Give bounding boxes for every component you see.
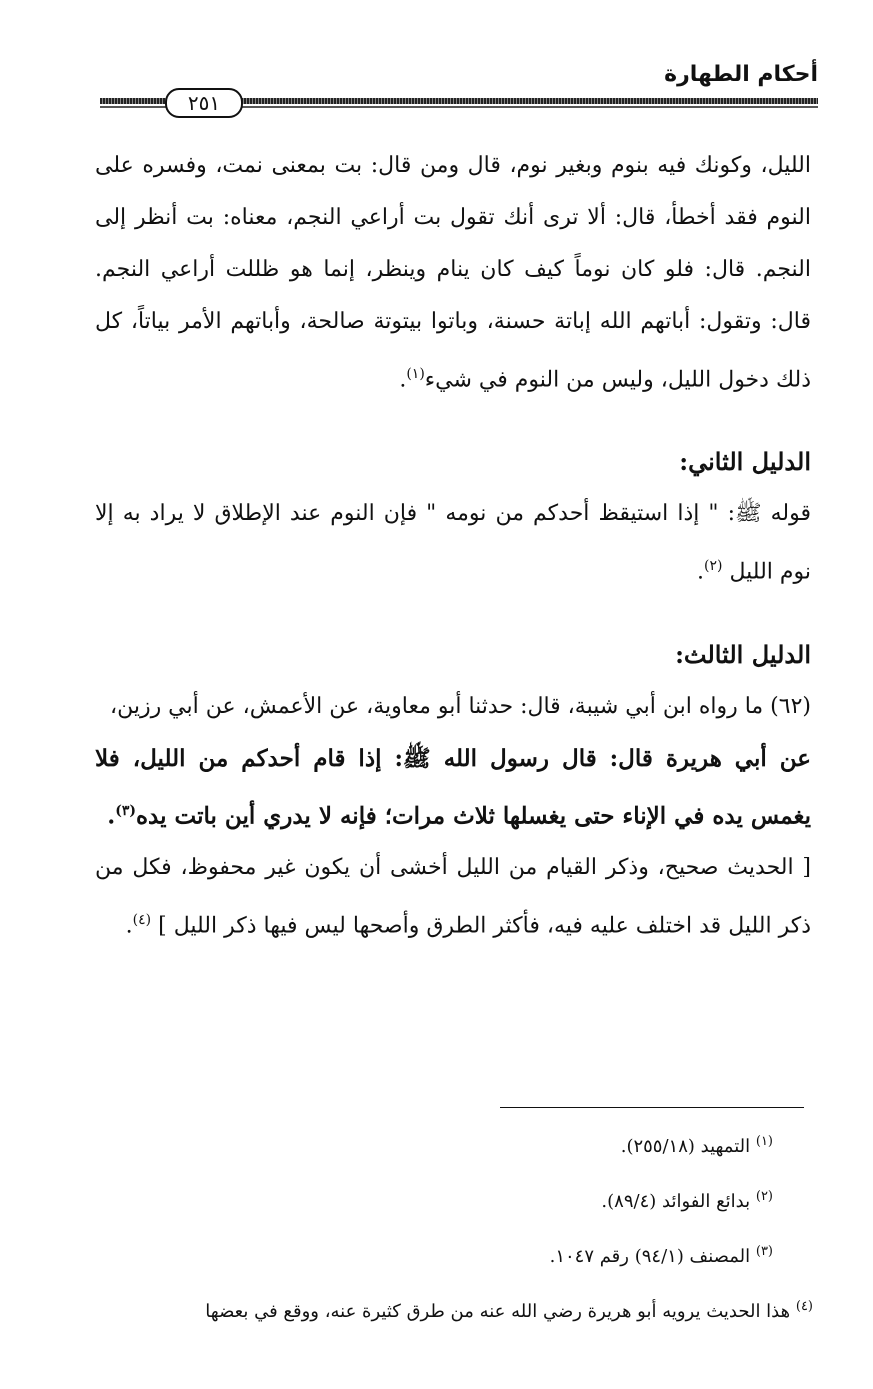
paragraph-1: الليل، وكونك فيه بنوم وبغير نوم، قال ومن قال: بت بمعنى نمت، وفسره على النوم فقد أخطأ، قال: ألا ترى أنك تقول بت أراعي النجم، معناه: بت أنظر إلى النجم. قال: فلو كان نوماً كيف كان ينام وينظر، إنما هو ظللت أراعي النجم. قال: وتقول: أباتهم الله إباتة حسنة، وباتوا بيتوتة صالحة، وأباتهم الأمر بياتاً، كل ذلك دخول الليل، وليس من النوم في شيء$^{(١)}$. xyxy=(95,153,811,393)
footnote-2 xyxy=(55,1172,773,1227)
paragraph-2-text: قوله ﷺ: " إذا استيقظ أحدكم من نومه " فإن النوم عند الإطلاق لا يراد به إلا نوم الليل xyxy=(95,501,811,585)
footnote-ref-3: (٣) xyxy=(115,802,136,819)
footnote-1-text: التمهيد (٢٥٥/١٨). xyxy=(620,1136,751,1157)
footnote-4 xyxy=(55,1282,813,1337)
paragraph-1-text: الليل، وكونك فيه بنوم وبغير نوم، قال ومن قال: بت بمعنى نمت، وفسره على النوم فقد أخطأ، قال: ألا ترى أنك تقول بت أراعي النجم، معناه: بت أنظر إلى النجم. قال: فلو كان نوماً كيف كان ينام وينظر، إنما هو ظللت أراعي النجم. قال: وتقول: أباتهم الله إباتة حسنة، وباتوا بيتوتة صالحة، وأباتهم الأمر بياتاً، كل ذلك دخول الليل، وليس من النوم في شيء xyxy=(95,153,811,393)
footnote-2-number: (٢) xyxy=(755,1189,773,1204)
paragraph-3: (٦٢) ما رواه ابن أبي شيبة، قال: حدثنا أبو معاوية، عن الأعمش، عن أبي رزين، xyxy=(109,693,811,719)
paragraph-2: قوله ﷺ: " إذا استيقظ أحدكم من نومه " فإن النوم عند الإطلاق لا يراد به إلا نوم الليل $^{(٢)}$. xyxy=(95,501,811,585)
heading-second-evidence: الدليل الثاني: xyxy=(679,447,811,477)
footnote-4-text: هذا الحديث يرويه أبو هريرة رضي الله عنه من طرق كثيرة عنه، ووقع في بعضها xyxy=(205,1301,791,1322)
footnote-4-number: (٤) xyxy=(795,1299,813,1314)
footnote-2-text: بدائع الفوائد (٨٩/٤). xyxy=(601,1191,751,1212)
footnote-separator xyxy=(500,1107,804,1108)
heading-third-evidence: الدليل الثالث: xyxy=(675,639,811,669)
footnote-ref-2: (٢) xyxy=(704,558,723,575)
footnote-ref-4: (٤) xyxy=(132,912,152,929)
footnotes xyxy=(55,1117,813,1337)
footnote-1 xyxy=(55,1117,773,1172)
footnote-ref-1: (١) xyxy=(406,366,425,382)
paragraph-4: [ الحديث صحيح، وذكر القيام من الليل أخشى أن يكون غير محفوظ، فكل من ذكر الليل قد اختلف عليه فيه، فأكثر الطرق وأصحها ليس فيها ذكر الليل ] $^{(٤)}$. xyxy=(95,855,811,939)
footnote-3-text: المصنف (٩٤/١) رقم ١٠٤٧. xyxy=(549,1246,751,1267)
footnote-3-number: (٣) xyxy=(755,1244,773,1259)
body-text xyxy=(95,140,811,953)
paragraph-4-text: [ الحديث صحيح، وذكر القيام من الليل أخشى أن يكون غير محفوظ، فكل من ذكر الليل قد اختلف عليه فيه، فأكثر الطرق وأصحها ليس فيها ذكر الليل ] xyxy=(95,855,811,939)
running-header-title: أحكام الطهارة xyxy=(664,62,818,87)
page-number: ٢٥١ xyxy=(165,88,243,118)
hadith-body: عن أبي هريرة قال: قال رسول الله ﷺ: إذا قام أحدكم من الليل، فلا يغمس يده في الإناء حتى يغسلها ثلاث مرات؛ فإنه لا يدري أين باتت يده xyxy=(95,744,811,830)
footnote-1-number: (١) xyxy=(755,1134,773,1149)
hadith-text: عن أبي هريرة قال: قال رسول الله ﷺ: إذا قام أحدكم من الليل، فلا يغمس يده في الإناء حتى يغسلها ثلاث مرات؛ فإنه لا يدري أين باتت يده$^{(٣)}$. xyxy=(95,744,811,830)
footnote-3 xyxy=(55,1227,773,1282)
